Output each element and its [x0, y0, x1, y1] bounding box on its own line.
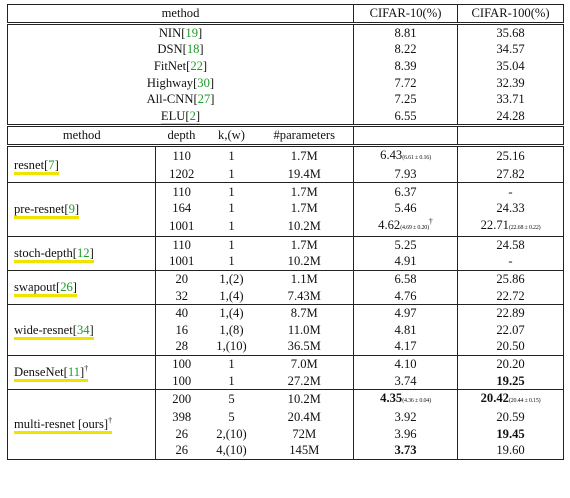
kw-value: 1 — [228, 219, 235, 234]
params-value: 8.7M — [256, 304, 354, 321]
cifar100-value: 19.60 — [496, 443, 525, 458]
cifar100-value: 20.50 — [496, 339, 525, 354]
cifar10-cell — [354, 200, 458, 217]
method-label: wide-resnet[34] — [14, 323, 94, 340]
header-cifar10: CIFAR-10(%) — [354, 5, 458, 24]
citation-link[interactable]: 22 — [190, 59, 203, 74]
baseline-row — [8, 108, 564, 126]
cifar10-note: (6.61 ± 0.16) — [402, 154, 431, 161]
params-value: 145M — [256, 442, 354, 459]
cifar10-cell — [354, 166, 458, 183]
cifar10-value: 8.39 — [354, 58, 458, 75]
cifar100-value: - — [508, 184, 513, 199]
cifar100-value: 22.72 — [496, 288, 525, 303]
baseline-row — [8, 58, 564, 75]
baseline-method — [8, 58, 354, 75]
kw-value: 5 — [228, 410, 235, 425]
cifar100-value: 33.71 — [458, 91, 564, 108]
method-label: pre-resnet[9] — [14, 202, 79, 219]
subheader-cifar100 — [458, 126, 564, 146]
method-label: resnet[7] — [14, 158, 59, 175]
cifar10-value: 5.46 — [394, 201, 417, 216]
cifar10-value: 3.73 — [394, 443, 417, 458]
subheader-depth: depth — [156, 126, 208, 146]
method-label: All-CNN[27] — [146, 92, 215, 107]
citation-link[interactable]: 18 — [186, 42, 200, 57]
method-label: NIN[19] — [158, 25, 203, 40]
cifar10-cell — [354, 270, 458, 287]
result-row — [8, 145, 564, 166]
cifar100-value: 22.71 — [480, 217, 509, 232]
cifar10-cell — [354, 217, 458, 237]
cifar100-value: 20.42 — [480, 390, 509, 405]
baseline-row — [8, 74, 564, 91]
kw-value: 1,(4) — [219, 288, 244, 303]
cifar10-cell — [354, 183, 458, 200]
cifar100-cell — [458, 425, 564, 442]
cifar100-cell — [458, 409, 564, 426]
cifar100-value: 25.16 — [496, 149, 525, 164]
cifar100-value: 22.89 — [496, 306, 525, 321]
cifar10-value: 3.96 — [394, 426, 417, 441]
citation-link[interactable]: 34 — [76, 322, 90, 337]
cifar10-value: 4.97 — [394, 306, 417, 321]
method-label: swapout[26] — [14, 280, 77, 297]
kw-value: 1 — [208, 236, 256, 253]
baseline-row — [8, 91, 564, 108]
kw-value: 1,(8) — [219, 322, 244, 337]
cifar10-cell — [354, 355, 458, 372]
depth-value: 1001 — [169, 219, 195, 234]
cifar100-cell — [458, 372, 564, 389]
depth-value: 26 — [175, 426, 189, 441]
cifar10-cell — [354, 322, 458, 339]
method-label: Highway[30] — [146, 75, 215, 90]
cifar100-cell — [458, 389, 564, 409]
kw-value: 2,(10) — [216, 426, 247, 441]
cifar100-cell — [458, 355, 564, 372]
cifar100-cell — [458, 253, 564, 270]
result-row — [8, 183, 564, 200]
result-row — [8, 355, 564, 372]
method-name: DSN — [157, 42, 183, 57]
cifar10-cell — [354, 389, 458, 409]
cifar10-value: 3.92 — [394, 410, 417, 425]
depth-value: 100 — [156, 355, 208, 372]
cifar100-value: 32.39 — [458, 74, 564, 91]
params-value: 19.4M — [256, 166, 354, 183]
params-value: 10.2M — [256, 217, 354, 237]
cifar10-cell — [354, 287, 458, 304]
method-label: stoch-depth[12] — [14, 246, 94, 263]
method-name: Highway — [146, 75, 194, 90]
cifar100-value: 24.28 — [458, 108, 564, 126]
depth-value: 110 — [156, 236, 208, 253]
baseline-method — [8, 74, 354, 91]
depth-value: 1202 — [169, 167, 195, 182]
citation-link[interactable]: 30 — [197, 75, 210, 90]
cifar100-note: (20.44 ± 0.15) — [508, 397, 541, 404]
cifar100-cell — [458, 287, 564, 304]
method-name: DenseNet — [14, 365, 64, 380]
citation-link[interactable]: 11 — [67, 365, 80, 380]
baseline-method — [8, 23, 354, 41]
depth-value: 40 — [156, 304, 208, 321]
results-table — [7, 4, 564, 460]
cifar10-value: 4.76 — [394, 288, 417, 303]
kw-value: 1 — [208, 145, 256, 166]
method-name: pre-resnet — [14, 202, 65, 217]
cifar10-cell — [354, 372, 458, 389]
method-name: swapout — [14, 280, 56, 295]
cifar10-cell — [354, 145, 458, 166]
cifar100-cell — [458, 183, 564, 200]
result-row — [8, 389, 564, 409]
baseline-method — [8, 108, 354, 126]
subheader-row — [8, 126, 564, 146]
params-value: 1.1M — [256, 270, 354, 287]
group-method — [8, 355, 156, 389]
kw-value: 1 — [228, 373, 235, 388]
depth-value: 20 — [156, 270, 208, 287]
cifar100-cell — [458, 200, 564, 217]
method-name: stoch-depth — [14, 246, 73, 261]
method-name: multi-resnet [ours] — [14, 417, 109, 432]
params-value: 27.2M — [256, 372, 354, 389]
cifar100-cell — [458, 338, 564, 355]
params-value: 11.0M — [256, 322, 354, 339]
cifar10-value: 7.25 — [354, 91, 458, 108]
depth-value: 110 — [156, 183, 208, 200]
cifar10-value: 6.55 — [354, 108, 458, 126]
method-label — [14, 417, 112, 434]
result-row — [8, 304, 564, 321]
cifar100-value: 27.82 — [496, 167, 525, 182]
group-method — [8, 304, 156, 355]
cifar10-value: 4.81 — [394, 322, 417, 337]
group-method — [8, 183, 156, 236]
cifar100-value: 19.45 — [496, 426, 525, 441]
cifar100-value: 24.33 — [496, 201, 525, 216]
kw-value: 4,(10) — [208, 442, 256, 459]
method-name: All-CNN — [146, 92, 194, 107]
header-method: method — [8, 5, 354, 24]
cifar100-value: 35.04 — [458, 58, 564, 75]
method-label: FitNet[22] — [153, 59, 208, 74]
cifar10-dagger: † — [428, 216, 433, 226]
cifar10-cell — [354, 304, 458, 321]
cifar10-value: 5.25 — [394, 237, 417, 252]
cifar10-cell — [354, 338, 458, 355]
group-method — [8, 145, 156, 183]
cifar100-value: 24.58 — [496, 237, 525, 252]
cifar100-value: 20.20 — [496, 356, 525, 371]
method-label: DSN[18] — [157, 42, 204, 57]
cifar10-note: (4.69 ± 0.20) — [400, 224, 429, 231]
kw-value: 1 — [228, 254, 235, 269]
params-value: 72M — [256, 425, 354, 442]
depth-value: 164 — [172, 201, 192, 216]
method-name: resnet — [14, 157, 45, 172]
cifar10-value: 6.37 — [394, 184, 417, 199]
cifar100-value: - — [508, 254, 513, 269]
params-value: 36.5M — [256, 338, 354, 355]
params-value: 1.7M — [256, 236, 354, 253]
cifar10-cell — [354, 442, 458, 459]
citation-link[interactable]: 19 — [185, 25, 198, 40]
method-name: ELU — [160, 108, 186, 123]
depth-value: 398 — [172, 410, 192, 425]
citation-link[interactable]: 12 — [76, 246, 90, 261]
citation-link[interactable]: 9 — [68, 202, 75, 217]
params-value: 1.7M — [256, 200, 354, 217]
subheader-method: method — [8, 126, 156, 146]
depth-value: 1001 — [169, 254, 195, 269]
baseline-row — [8, 41, 564, 58]
group-method — [8, 389, 156, 459]
cifar100-value: 19.25 — [496, 373, 525, 388]
result-row — [8, 236, 564, 253]
depth-value: 26 — [156, 442, 208, 459]
depth-value: 16 — [175, 322, 189, 337]
cifar100-cell — [458, 217, 564, 237]
cifar10-value: 3.74 — [394, 373, 417, 388]
cifar10-value: 7.93 — [394, 167, 417, 182]
header-row — [8, 5, 564, 24]
cifar10-cell — [354, 425, 458, 442]
citation-link[interactable]: 7 — [48, 157, 55, 172]
kw-value: 1 — [208, 183, 256, 200]
kw-value: 1 — [228, 201, 235, 216]
depth-value: 110 — [156, 145, 208, 166]
citation-link[interactable]: 27 — [197, 92, 211, 107]
subheader-cifar10 — [354, 126, 458, 146]
cifar100-value: 34.57 — [458, 41, 564, 58]
cifar100-value: 35.68 — [458, 23, 564, 41]
cifar10-value: 6.43 — [380, 147, 403, 162]
subheader-kw: k,(w) — [208, 126, 256, 146]
params-value: 7.0M — [256, 355, 354, 372]
params-value: 1.7M — [256, 145, 354, 166]
cifar10-value: 4.91 — [394, 254, 417, 269]
subheader-params: #parameters — [256, 126, 354, 146]
dagger-mark: † — [108, 416, 113, 426]
cifar10-cell — [354, 236, 458, 253]
params-value: 20.4M — [256, 409, 354, 426]
kw-value: 5 — [208, 389, 256, 409]
kw-value: 1,(10) — [216, 339, 247, 354]
baseline-row — [8, 23, 564, 41]
method-label: DenseNet[11]† — [14, 365, 88, 382]
result-row — [8, 270, 564, 287]
params-value: 10.2M — [256, 389, 354, 409]
cifar100-cell — [458, 270, 564, 287]
group-method — [8, 270, 156, 304]
cifar100-cell — [458, 145, 564, 166]
kw-value: 1 — [208, 355, 256, 372]
method-name: wide-resnet — [14, 322, 73, 337]
method-name: FitNet — [153, 59, 187, 74]
cifar10-value: 4.10 — [394, 356, 417, 371]
kw-value: 1,(2) — [208, 270, 256, 287]
params-value: 10.2M — [256, 253, 354, 270]
cifar100-cell — [458, 304, 564, 321]
cifar10-value: 4.17 — [394, 339, 417, 354]
cifar10-value: 4.62 — [378, 217, 401, 232]
method-name: NIN — [158, 25, 182, 40]
cifar100-value: 22.07 — [496, 322, 525, 337]
cifar100-cell — [458, 166, 564, 183]
kw-value: 1 — [228, 167, 235, 182]
kw-value: 1,(4) — [208, 304, 256, 321]
cifar100-value: 25.86 — [496, 272, 525, 287]
params-value: 7.43M — [256, 287, 354, 304]
depth-value: 28 — [175, 339, 189, 354]
cifar10-cell — [354, 409, 458, 426]
depth-value: 32 — [175, 288, 189, 303]
baseline-method — [8, 91, 354, 108]
cifar10-cell — [354, 253, 458, 270]
citation-link[interactable]: 26 — [60, 280, 73, 295]
cifar10-value: 6.58 — [394, 272, 417, 287]
method-label: ELU[2] — [161, 109, 200, 126]
depth-value: 100 — [172, 373, 192, 388]
group-method — [8, 236, 156, 270]
cifar100-cell — [458, 322, 564, 339]
cifar10-value: 4.35 — [380, 390, 403, 405]
header-cifar100: CIFAR-100(%) — [458, 5, 564, 24]
cifar10-value: 7.72 — [354, 74, 458, 91]
cifar10-note: (4.36 ± 0.04) — [402, 397, 431, 404]
depth-value: 200 — [156, 389, 208, 409]
cifar100-value: 20.59 — [496, 410, 525, 425]
cifar100-cell — [458, 236, 564, 253]
citation-link[interactable]: 2 — [189, 108, 196, 123]
params-value: 1.7M — [256, 183, 354, 200]
cifar10-value: 8.81 — [354, 23, 458, 41]
cifar100-cell — [458, 442, 564, 459]
cifar100-note: (22.68 ± 0.22) — [508, 224, 541, 231]
baseline-method — [8, 41, 354, 58]
cifar10-value: 8.22 — [354, 41, 458, 58]
dagger-mark: † — [84, 364, 89, 374]
